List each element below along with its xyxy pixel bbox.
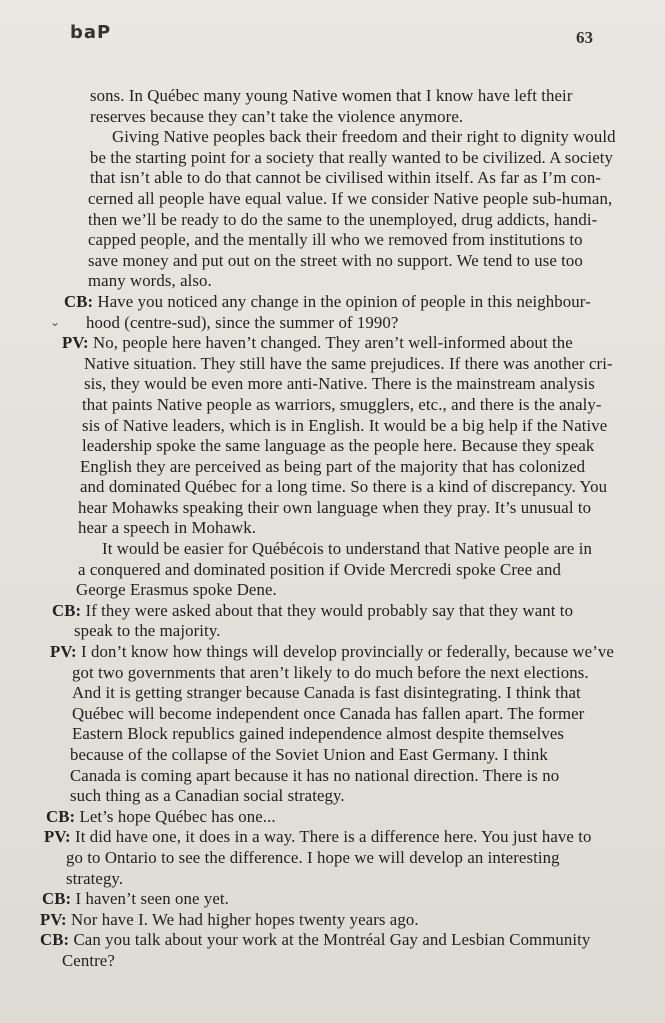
line-text: Can you talk about your work at the Montréal Gay and Lesbian Community (73, 930, 591, 950)
line-text: sis of Native leaders, which is in English. It would be a big help if the Native (82, 415, 608, 435)
text-line (0, 292, 665, 313)
line-text: sons. In Québec many young Native women that I know have left their (90, 86, 573, 105)
line-text: And it is getting stranger because Canada is fast disintegrating. I think that (72, 683, 581, 703)
text-line (0, 148, 665, 169)
line-text: Eastern Block republics gained independence almost despite themselves (72, 724, 565, 744)
text-line (0, 642, 665, 663)
text-line (0, 354, 665, 375)
text-line (0, 416, 665, 437)
speaker-label: CB: (64, 291, 94, 311)
text-line (0, 210, 665, 231)
text-line (0, 601, 665, 622)
line-text: got two governments that aren’t likely to do much before the next elections. (72, 662, 589, 682)
line-text: be the starting point for a society that really wanted to be civilized. A society (90, 147, 614, 167)
text-line (0, 560, 665, 581)
line-text: because of the collapse of the Soviet Union and East Germany. I think (70, 745, 548, 764)
line-text: reserves because they can’t take the violence anymore. (90, 106, 464, 126)
text-line (0, 107, 665, 128)
interview-text (0, 86, 665, 972)
line-text: hood (centre-sud), since the summer of 1990? (86, 312, 399, 332)
text-line (0, 251, 665, 272)
line-text: It would be easier for Québécois to understand that Native people are in (102, 539, 592, 559)
line-text: Have you noticed any change in the opinion of people in this neighbour- (97, 291, 591, 311)
line-text: save money and put out on the street with no support. We tend to use too (88, 250, 583, 270)
text-line (0, 807, 665, 828)
text-line (0, 889, 665, 910)
line-text: go to Ontario to see the difference. I hope we will develop an interesting (66, 847, 560, 867)
speaker-label: PV: (50, 642, 77, 662)
line-text: Nor have I. We had higher hopes twenty years ago. (71, 909, 419, 929)
text-line (0, 168, 665, 189)
pencil-mark-icon: ⌄ (50, 315, 61, 329)
speaker-label: PV: (44, 827, 71, 847)
line-text: Native situation. They still have the same prejudices. If there was another cri- (84, 353, 613, 373)
text-line (0, 189, 665, 210)
text-line (0, 477, 665, 498)
text-line (0, 848, 665, 869)
line-text: Giving Native peoples back their freedom and their right to dignity would (112, 127, 616, 147)
line-text: Canada is coming apart because it has no national direction. There is no (70, 765, 560, 785)
line-text: hear Mohawks speaking their own language when they pray. It’s unusual to (78, 497, 592, 517)
line-text: that paints Native people as warriors, smugglers, etc., and there is the analy- (82, 394, 602, 414)
line-text: sis, they would be even more anti-Native. There is the mainstream analysis (84, 374, 595, 394)
text-line (0, 951, 665, 972)
text-line (0, 663, 665, 684)
text-line (0, 333, 665, 354)
line-text: Québec will become independent once Canada has fallen apart. The former (72, 703, 585, 723)
line-text: I don’t know how things will develop provincially or federally, because we’ve (81, 642, 614, 662)
line-text: then we’ll be ready to do the same to the unemployed, drug addicts, handi- (88, 209, 598, 229)
text-line (0, 930, 665, 951)
speaker-label: PV: (40, 909, 67, 929)
text-line (0, 766, 665, 787)
text-line (0, 518, 665, 539)
line-text: hear a speech in Mohawk. (78, 518, 257, 538)
text-line (0, 910, 665, 931)
text-line (0, 498, 665, 519)
text-line (0, 127, 665, 148)
speaker-label: CB: (40, 930, 70, 950)
text-line (0, 621, 665, 642)
text-line (0, 271, 665, 292)
line-text: I haven’t seen one yet. (75, 889, 229, 909)
text-line (0, 786, 665, 807)
line-text: and dominated Québec for a long time. So there is a kind of discrepancy. You (80, 477, 608, 497)
speaker-label: CB: (42, 889, 72, 909)
text-line (0, 869, 665, 890)
speaker-label: PV: (62, 333, 89, 353)
text-line (0, 745, 665, 766)
text-line (0, 457, 665, 478)
line-text: English they are perceived as being part of the majority that has colonized (80, 456, 586, 476)
line-text: Let’s hope Québec has one... (79, 806, 276, 826)
line-text: speak to the majority. (74, 621, 221, 641)
line-text: such thing as a Canadian social strategy. (70, 786, 345, 806)
line-text: leadership spoke the same language as the people here. Because they speak (82, 436, 595, 456)
handwritten-note: baP (70, 22, 112, 43)
text-line (0, 704, 665, 725)
text-line (0, 683, 665, 704)
text-line (0, 580, 665, 601)
line-text: Centre? (62, 950, 115, 970)
text-line (0, 230, 665, 251)
text-line (0, 374, 665, 395)
speaker-label: CB: (52, 600, 82, 620)
page-number: 63 (576, 28, 593, 47)
text-line (0, 539, 665, 560)
text-line (0, 827, 665, 848)
text-line (0, 724, 665, 745)
line-text: George Erasmus spoke Dene. (76, 580, 277, 600)
line-text: cerned all people have equal value. If we consider Native people sub-human, (88, 188, 613, 208)
line-text: If they were asked about that they would probably say that they want to (85, 600, 574, 620)
text-line (0, 395, 665, 416)
text-line (0, 436, 665, 457)
line-text: a conquered and dominated position if Ovide Mercredi spoke Cree and (78, 559, 561, 579)
speaker-label: CB: (46, 806, 76, 826)
text-line (0, 313, 665, 334)
line-text: that isn’t able to do that cannot be civilised within itself. As far as I’m con- (90, 168, 602, 188)
line-text: capped people, and the mentally ill who we removed from institutions to (88, 230, 583, 250)
line-text: It did have one, it does in a way. There is a difference here. You just have to (75, 827, 592, 847)
text-line (0, 86, 665, 107)
line-text: No, people here haven’t changed. They aren’t well-informed about the (93, 333, 573, 353)
line-text: many words, also. (88, 271, 212, 291)
line-text: strategy. (66, 868, 124, 888)
